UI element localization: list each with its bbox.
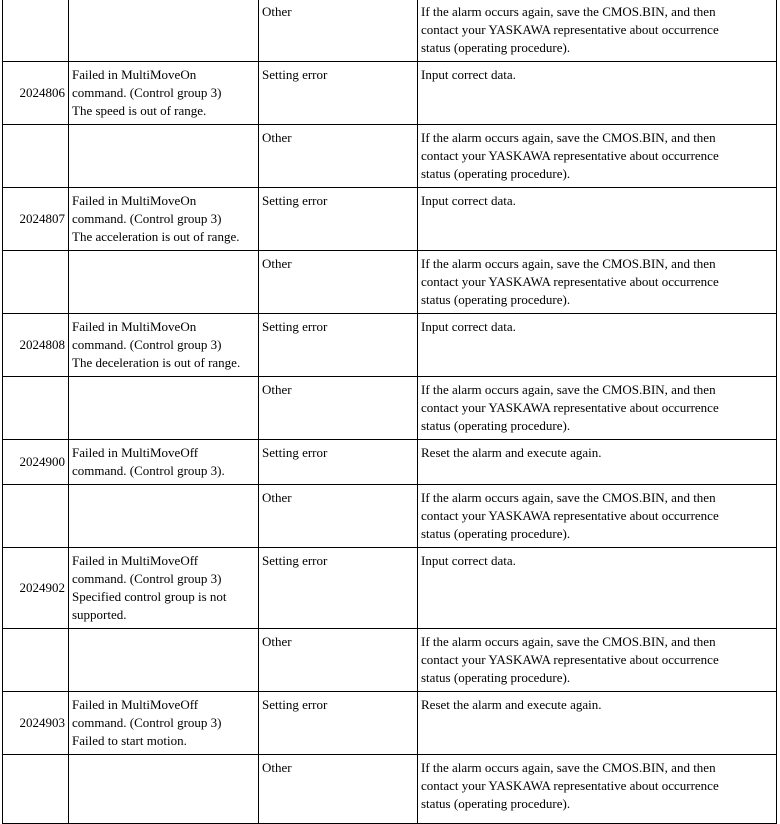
description-line: command. (Control group 3) <box>72 571 222 586</box>
remedy-line: contact your YASKAWA representative about occurrence <box>421 274 719 289</box>
alarm-code-cell: 2024903 <box>3 692 69 755</box>
remedy-line: Reset the alarm and execute again. <box>421 445 602 460</box>
cause-cell: Other <box>259 629 418 692</box>
description-line: The speed is out of range. <box>72 103 207 118</box>
alarm-code-cell: 2024806 <box>3 62 69 125</box>
alarm-code-cell <box>3 0 69 62</box>
table-row <box>3 188 777 251</box>
table-row <box>3 62 777 125</box>
remedy-line: contact your YASKAWA representative about occurrence <box>421 400 719 415</box>
remedy-cell <box>418 314 777 377</box>
remedy-cell <box>418 755 777 824</box>
remedy-line: If the alarm occurs again, save the CMOS.BIN, and then <box>421 382 716 397</box>
description-cell <box>69 125 259 188</box>
remedy-line: If the alarm occurs again, save the CMOS.BIN, and then <box>421 634 716 649</box>
remedy-line: If the alarm occurs again, save the CMOS.BIN, and then <box>421 4 716 19</box>
description-cell <box>69 0 259 62</box>
cause-cell: Setting error <box>259 62 418 125</box>
remedy-line: If the alarm occurs again, save the CMOS.BIN, and then <box>421 130 716 145</box>
alarm-code-cell <box>3 755 69 824</box>
alarm-code-cell: 2024900 <box>3 440 69 485</box>
description-cell <box>69 692 259 755</box>
remedy-cell <box>418 0 777 62</box>
remedy-cell <box>418 377 777 440</box>
remedy-line: status (operating procedure). <box>421 670 571 685</box>
remedy-line: status (operating procedure). <box>421 418 571 433</box>
description-line: command. (Control group 3) <box>72 85 222 100</box>
alarm-code-cell <box>3 251 69 314</box>
remedy-line: status (operating procedure). <box>421 40 571 55</box>
alarm-code-cell: 2024808 <box>3 314 69 377</box>
cause-cell: Other <box>259 0 418 62</box>
description-cell <box>69 485 259 548</box>
alarm-code-cell <box>3 629 69 692</box>
description-line: Specified control group is not <box>72 589 227 604</box>
remedy-line: If the alarm occurs again, save the CMOS.BIN, and then <box>421 760 716 775</box>
description-line: command. (Control group 3). <box>72 463 225 478</box>
remedy-line: If the alarm occurs again, save the CMOS.BIN, and then <box>421 256 716 271</box>
remedy-cell <box>418 188 777 251</box>
description-cell <box>69 755 259 824</box>
remedy-line: contact your YASKAWA representative about occurrence <box>421 778 719 793</box>
remedy-line: Input correct data. <box>421 193 516 208</box>
description-line: supported. <box>72 607 127 622</box>
alarm-code-cell <box>3 377 69 440</box>
alarm-code-cell <box>3 125 69 188</box>
remedy-line: Reset the alarm and execute again. <box>421 697 602 712</box>
remedy-cell <box>418 440 777 485</box>
description-line: The acceleration is out of range. <box>72 229 240 244</box>
cause-cell: Setting error <box>259 692 418 755</box>
remedy-line: status (operating procedure). <box>421 796 571 811</box>
table-row <box>3 692 777 755</box>
cause-cell: Other <box>259 485 418 548</box>
table-row <box>3 440 777 485</box>
table-row <box>3 125 777 188</box>
table-row <box>3 251 777 314</box>
remedy-line: contact your YASKAWA representative about occurrence <box>421 508 719 523</box>
cause-cell: Setting error <box>259 440 418 485</box>
remedy-line: status (operating procedure). <box>421 166 571 181</box>
description-line: Failed in MultiMoveOn <box>72 319 197 334</box>
table-row <box>3 377 777 440</box>
remedy-line: Input correct data. <box>421 67 516 82</box>
description-line: Failed in MultiMoveOff <box>72 697 199 712</box>
remedy-cell <box>418 62 777 125</box>
description-line: Failed in MultiMoveOn <box>72 193 197 208</box>
cause-cell: Setting error <box>259 314 418 377</box>
description-cell <box>69 548 259 629</box>
table-row <box>3 314 777 377</box>
table-row <box>3 485 777 548</box>
description-cell <box>69 251 259 314</box>
remedy-cell <box>418 692 777 755</box>
cause-cell: Setting error <box>259 548 418 629</box>
description-line: Failed in MultiMoveOn <box>72 67 197 82</box>
table-row <box>3 755 777 824</box>
table-row <box>3 629 777 692</box>
description-cell <box>69 629 259 692</box>
description-line: The deceleration is out of range. <box>72 355 241 370</box>
remedy-line: status (operating procedure). <box>421 526 571 541</box>
alarm-table-body <box>3 0 777 824</box>
cause-cell: Other <box>259 251 418 314</box>
description-line: Failed in MultiMoveOff <box>72 445 199 460</box>
cause-cell: Setting error <box>259 188 418 251</box>
remedy-cell <box>418 629 777 692</box>
remedy-cell <box>418 251 777 314</box>
cause-cell: Other <box>259 125 418 188</box>
description-line: command. (Control group 3) <box>72 715 222 730</box>
alarm-table <box>2 0 777 824</box>
description-line: Failed in MultiMoveOff <box>72 553 199 568</box>
remedy-line: If the alarm occurs again, save the CMOS.BIN, and then <box>421 490 716 505</box>
remedy-cell <box>418 485 777 548</box>
remedy-cell <box>418 548 777 629</box>
alarm-code-cell: 2024807 <box>3 188 69 251</box>
table-row <box>3 548 777 629</box>
cause-cell: Other <box>259 377 418 440</box>
description-cell <box>69 440 259 485</box>
description-cell <box>69 62 259 125</box>
description-line: command. (Control group 3) <box>72 211 222 226</box>
cause-cell: Other <box>259 755 418 824</box>
remedy-line: Input correct data. <box>421 319 516 334</box>
description-cell <box>69 377 259 440</box>
alarm-code-cell <box>3 485 69 548</box>
description-cell <box>69 188 259 251</box>
remedy-line: contact your YASKAWA representative about occurrence <box>421 148 719 163</box>
remedy-line: contact your YASKAWA representative about occurrence <box>421 652 719 667</box>
remedy-line: contact your YASKAWA representative about occurrence <box>421 22 719 37</box>
description-line: command. (Control group 3) <box>72 337 222 352</box>
alarm-code-cell: 2024902 <box>3 548 69 629</box>
remedy-line: Input correct data. <box>421 553 516 568</box>
description-line: Failed to start motion. <box>72 733 187 748</box>
remedy-line: status (operating procedure). <box>421 292 571 307</box>
description-cell <box>69 314 259 377</box>
remedy-cell <box>418 125 777 188</box>
table-row <box>3 0 777 62</box>
